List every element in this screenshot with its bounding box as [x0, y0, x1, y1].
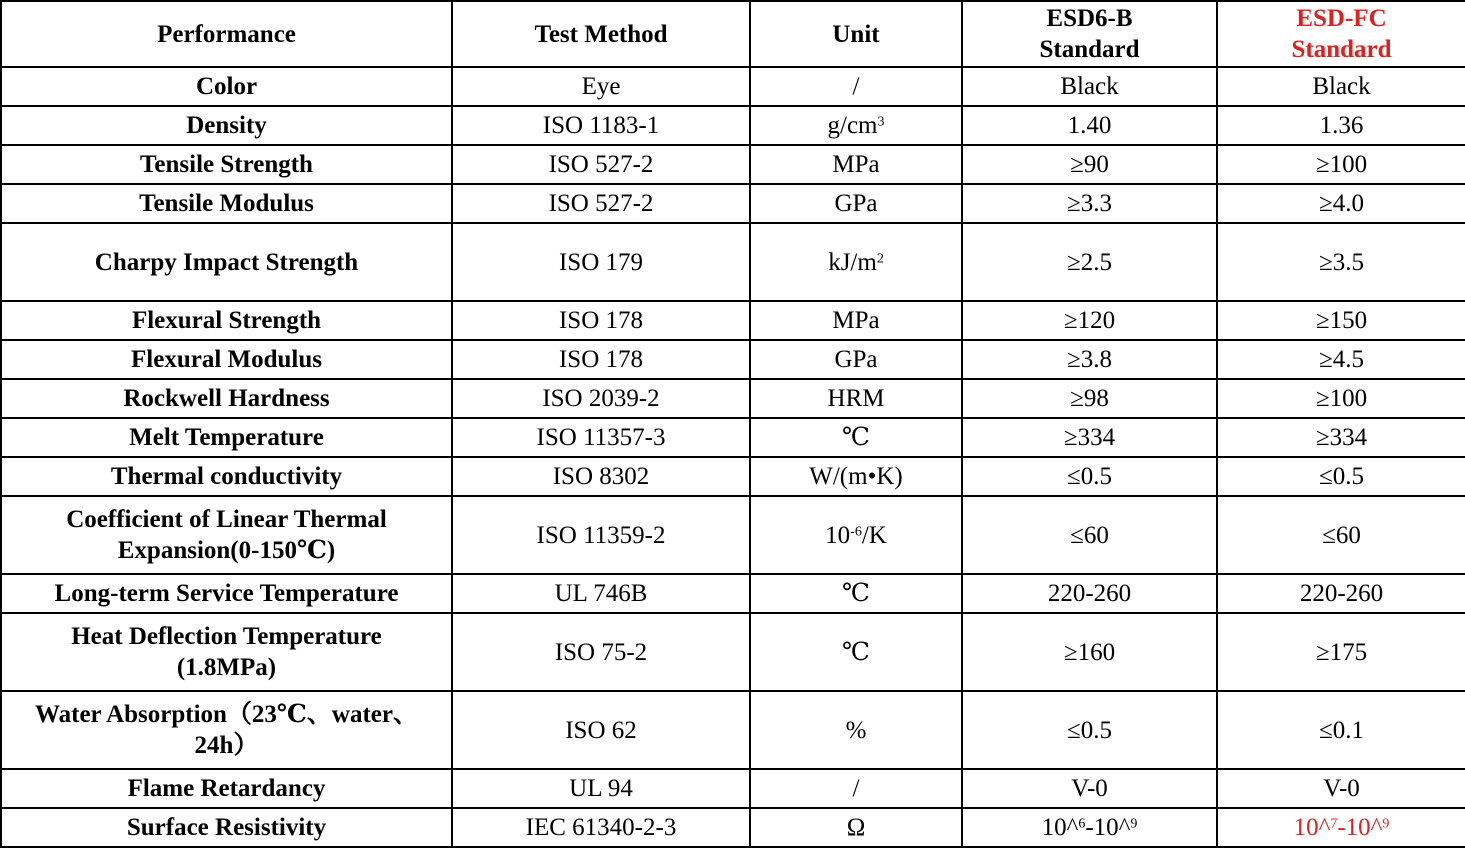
table-row [1, 457, 1465, 496]
header-esdfc-line1: ESD-FC [1296, 5, 1387, 32]
unit-cell: / [750, 67, 962, 106]
unit-cell: ℃ [750, 613, 962, 691]
unit-pre: 10 [825, 521, 851, 549]
method-cell: UL 94 [452, 769, 750, 808]
esd6b-cell: ≥90 [962, 145, 1217, 184]
esdfc-sup-b: 9 [1382, 816, 1390, 832]
method-cell: ISO 179 [452, 223, 750, 301]
property-cell: Flexural Strength [1, 301, 452, 340]
property-cell [1, 613, 452, 691]
method-cell: ISO 75-2 [452, 613, 750, 691]
unit-cell: GPa [750, 340, 962, 379]
esd6b-cell: 1.40 [962, 106, 1217, 145]
table-row [1, 418, 1465, 457]
property-cell: Thermal conductivity [1, 457, 452, 496]
esd6b-cell: V-0 [962, 769, 1217, 808]
header-test-method: Test Method [452, 1, 750, 67]
esdfc-sup-a: 7 [1330, 816, 1338, 832]
unit-base: g/cm [827, 112, 878, 139]
esdfc-val-a: 10^ [1293, 814, 1331, 841]
unit-cell [750, 106, 962, 145]
property-cell: Tensile Modulus [1, 184, 452, 223]
property-cell: Tensile Strength [1, 145, 452, 184]
property-line1: Coefficient of Linear Thermal [66, 506, 387, 533]
table-row [1, 340, 1465, 379]
unit-cell: ℃ [750, 418, 962, 457]
esd6b-cell: ≥2.5 [962, 223, 1217, 301]
esdfc-cell: ≥3.5 [1217, 223, 1465, 301]
esd6b-cell: ≥160 [962, 613, 1217, 691]
unit-superscript: -6 [850, 523, 862, 539]
esdfc-cell: Black [1217, 67, 1465, 106]
esd6b-val-a: 10^ [1041, 814, 1079, 841]
method-cell: ISO 178 [452, 340, 750, 379]
property-cell: Rockwell Hardness [1, 379, 452, 418]
header-esd6b-line2: Standard [1039, 36, 1140, 63]
unit-cell [750, 496, 962, 574]
method-cell: IEC 61340-2-3 [452, 808, 750, 847]
table-row [1, 808, 1465, 847]
table-row [1, 184, 1465, 223]
property-line2: 24h） [194, 732, 259, 759]
esd6b-cell: ≥120 [962, 301, 1217, 340]
method-cell: ISO 8302 [452, 457, 750, 496]
header-esd6b-line1: ESD6-B [1046, 5, 1133, 32]
esdfc-cell: ≥100 [1217, 145, 1465, 184]
property-cell: Melt Temperature [1, 418, 452, 457]
unit-base: kJ/m [828, 248, 877, 276]
esdfc-cell: ≤0.5 [1217, 457, 1465, 496]
esd6b-cell: 220-260 [962, 574, 1217, 613]
esdfc-cell: 220-260 [1217, 574, 1465, 613]
header-esdfc [1217, 1, 1465, 67]
method-cell: ISO 62 [452, 691, 750, 769]
table-row [1, 496, 1465, 574]
esdfc-cell: ≤0.1 [1217, 691, 1465, 769]
table-row [1, 106, 1465, 145]
esdfc-cell: ≥150 [1217, 301, 1465, 340]
table-row [1, 379, 1465, 418]
esd6b-cell [962, 808, 1217, 847]
unit-superscript: 3 [877, 114, 885, 130]
method-cell: Eye [452, 67, 750, 106]
property-cell [1, 496, 452, 574]
unit-cell: ℃ [750, 574, 962, 613]
esdfc-cell: ≥175 [1217, 613, 1465, 691]
table-row [1, 301, 1465, 340]
property-cell: Density [1, 106, 452, 145]
property-line1: Heat Deflection Temperature [71, 623, 382, 650]
esdfc-cell: ≥4.0 [1217, 184, 1465, 223]
esdfc-cell: ≥100 [1217, 379, 1465, 418]
unit-cell: MPa [750, 301, 962, 340]
property-line1: Water Absorption（23℃、water、 [35, 701, 418, 728]
property-line2: Expansion(0-150℃) [117, 537, 336, 564]
esd6b-val-b: -10^ [1085, 814, 1131, 841]
table-row [1, 613, 1465, 691]
esdfc-cell: V-0 [1217, 769, 1465, 808]
property-line2: (1.8MPa) [176, 654, 277, 681]
property-cell: Color [1, 67, 452, 106]
property-cell: Flame Retardancy [1, 769, 452, 808]
esd6b-sup-b: 9 [1130, 816, 1138, 832]
esd6b-cell: ≥98 [962, 379, 1217, 418]
property-cell: Charpy Impact Strength [1, 223, 452, 301]
esdfc-cell: ≥334 [1217, 418, 1465, 457]
table-row [1, 769, 1465, 808]
esd6b-cell: Black [962, 67, 1217, 106]
property-cell: Surface Resistivity [1, 808, 452, 847]
method-cell: ISO 527-2 [452, 145, 750, 184]
esd6b-cell: ≥3.3 [962, 184, 1217, 223]
esd6b-cell: ≤0.5 [962, 457, 1217, 496]
esd6b-cell: ≤0.5 [962, 691, 1217, 769]
unit-cell: W/(m•K) [750, 457, 962, 496]
header-row [1, 1, 1465, 67]
table-row [1, 691, 1465, 769]
table-row [1, 223, 1465, 301]
method-cell: UL 746B [452, 574, 750, 613]
table-row [1, 67, 1465, 106]
method-cell: ISO 11357-3 [452, 418, 750, 457]
method-cell: ISO 527-2 [452, 184, 750, 223]
unit-cell: % [750, 691, 962, 769]
esdfc-cell: ≥4.5 [1217, 340, 1465, 379]
esdfc-cell [1217, 808, 1465, 847]
property-cell: Flexural Modulus [1, 340, 452, 379]
esd6b-cell: ≥3.8 [962, 340, 1217, 379]
esd6b-cell: ≤60 [962, 496, 1217, 574]
table-row [1, 574, 1465, 613]
unit-superscript: 2 [876, 250, 884, 266]
unit-cell: HRM [750, 379, 962, 418]
esd6b-sup-a: 6 [1078, 816, 1086, 832]
method-cell: ISO 2039-2 [452, 379, 750, 418]
header-esd6b [962, 1, 1217, 67]
table-row [1, 145, 1465, 184]
esdfc-cell: 1.36 [1217, 106, 1465, 145]
unit-cell [750, 223, 962, 301]
unit-cell: MPa [750, 145, 962, 184]
method-cell: ISO 11359-2 [452, 496, 750, 574]
unit-cell: GPa [750, 184, 962, 223]
unit-post: /K [861, 521, 887, 549]
esdfc-cell: ≤60 [1217, 496, 1465, 574]
method-cell: ISO 178 [452, 301, 750, 340]
header-performance: Performance [1, 1, 452, 67]
esdfc-val-b: -10^ [1337, 814, 1383, 841]
property-cell [1, 691, 452, 769]
method-cell: ISO 1183-1 [452, 106, 750, 145]
unit-cell: Ω [750, 808, 962, 847]
header-unit: Unit [750, 1, 962, 67]
header-esdfc-line2: Standard [1291, 36, 1392, 63]
esd6b-cell: ≥334 [962, 418, 1217, 457]
unit-cell: / [750, 769, 962, 808]
property-cell: Long-term Service Temperature [1, 574, 452, 613]
